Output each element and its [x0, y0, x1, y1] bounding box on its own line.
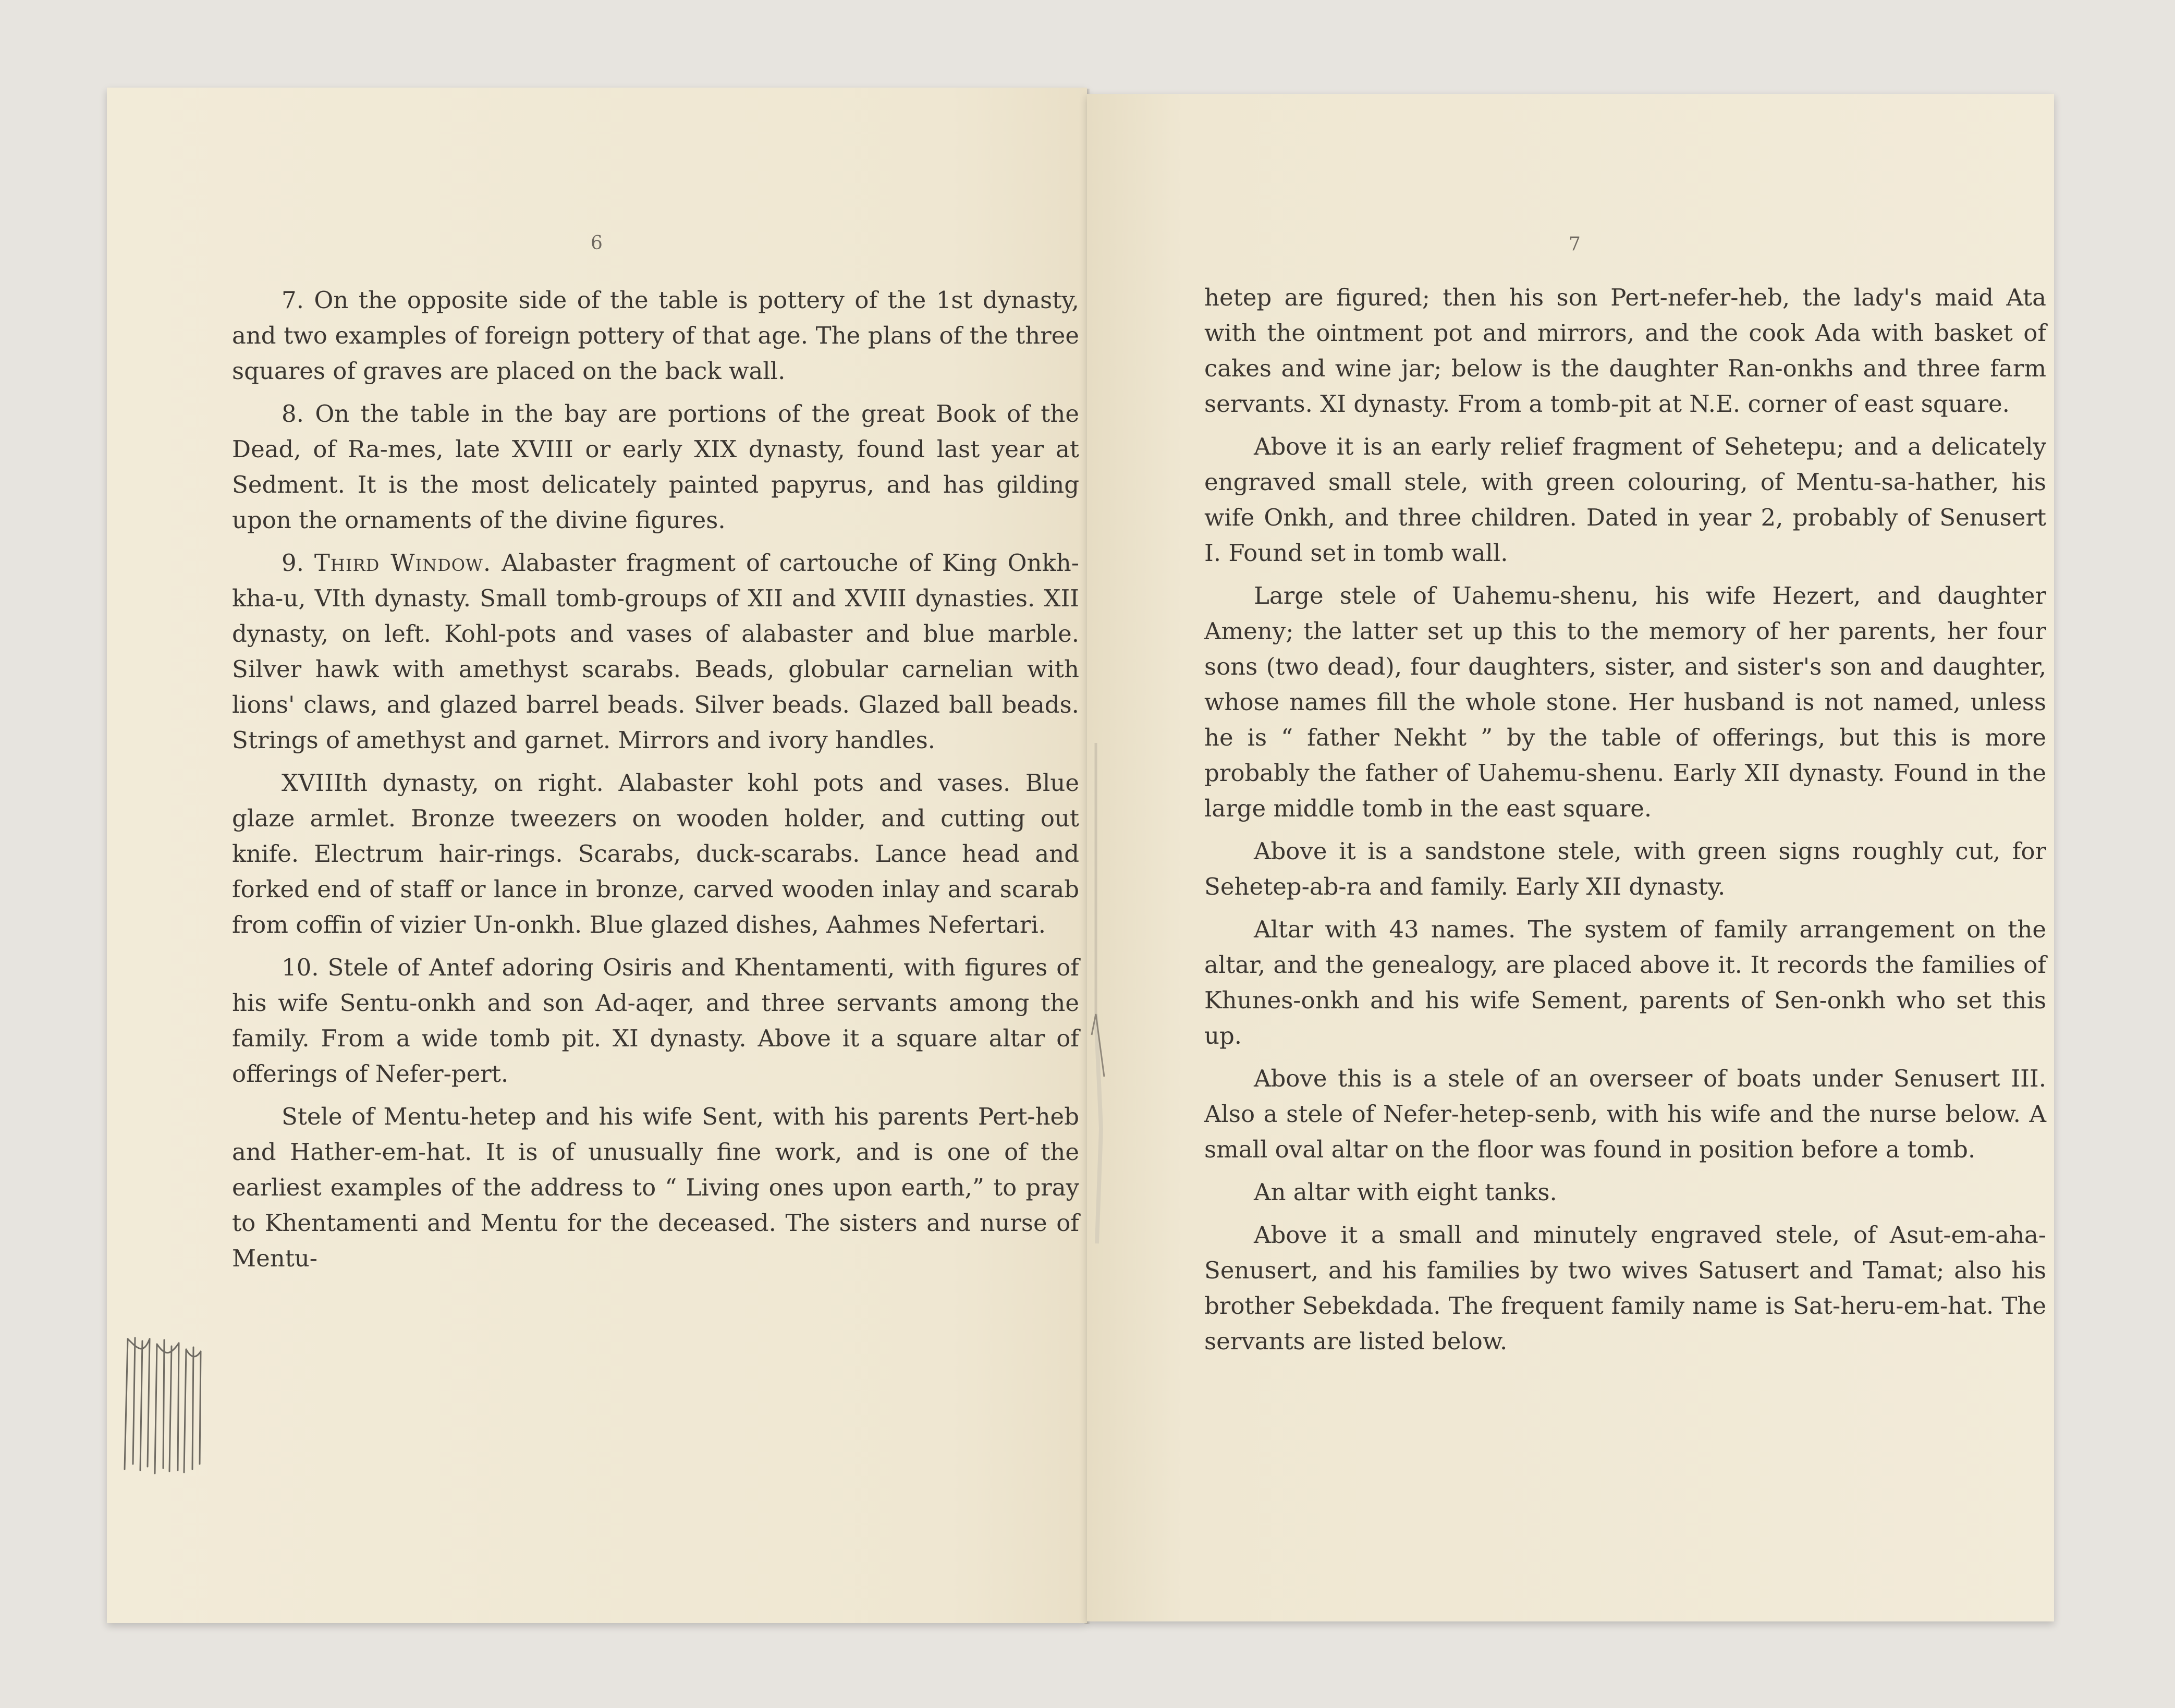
left-page-text: [232, 283, 1079, 1284]
pencil-marks: [117, 1334, 214, 1474]
paragraph: Above it a small and minutely engraved stele, of Asut-em-aha-Senusert, and his families by two wives Satusert and Tamat; also his brother Sebekdada. The frequent family name is Sat-heru-em-hat. The servants are listed below.: [1204, 1221, 2046, 1355]
paragraph: Altar with 43 names. The system of family arrangement on the altar, and the genealogy, are placed above it. It records the families of Khunes-onkh and his wife Sement, parents of Sen-onkh who set this up.: [1204, 916, 2046, 1050]
paragraph: [232, 545, 1079, 758]
paragraph: Above it is an early relief fragment of Sehetepu; and a delicately engraved small stele, with green colouring, of Mentu-sa-hather, his wife Onkh, and three children. Dated in year 2, probably of Senusert I. Found set in tomb wall.: [1204, 433, 2046, 567]
paragraph: hetep are figured; then his son Pert-nefer-heb, the lady's maid Ata with the ointment pot and mirrors, and the cook Ada with basket of cakes and wine jar; below is the daughter Ran-onkhs and three farm servants. XI dynasty. From a tomb-pit at N.E. corner of east square.: [1204, 284, 2046, 418]
right-page-number: 7: [1569, 234, 1581, 255]
paragraph: Above this is a stele of an overseer of boats under Senusert III. Also a stele of Nefer-hetep-senb, with his wife and the nurse below. A small oval altar on the floor was found in position before a tomb.: [1204, 1065, 2046, 1163]
paragraph: Large stele of Uahemu-shenu, his wife Hezert, and daughter Ameny; the latter set up this to the memory of her parents, her four sons (two dead), four daughters, sister, and sister's son and daughter, whose names fill the whole stone. Her husband is not named, unless he is “ father Nekht ” by the table of offerings, but this is more probably the father of Uahemu-shenu. Early XII dynasty. Found in the large middle tomb in the east square.: [1204, 582, 2046, 822]
left-page: [107, 88, 1087, 1623]
paragraph: 7. On the opposite side of the table is pottery of the 1st dynasty, and two examples of foreign pottery of that age. The plans of the three squares of graves are placed on the back wall.: [232, 286, 1079, 385]
paragraph: An altar with eight tanks.: [1254, 1178, 1557, 1206]
paragraph-body: Alabaster fragment of cartouche of King Onkh-kha-u, VIth dynasty. Small tomb-groups of XII and XVIII dynasties. XII dynasty, on left. Kohl-pots and vases of alabaster and blue marble. Silver hawk with amethyst scarabs. Beads, globular carnelian with lions' claws, and glazed barrel beads. Silver beads. Glazed ball beads. Strings of amethyst and garnet. Mirrors and ivory handles.: [232, 549, 1079, 754]
right-page: [1087, 94, 2054, 1621]
binding-thread: [1090, 743, 1110, 1249]
paragraph: Stele of Mentu-hetep and his wife Sent, with his parents Pert-heb and Hather-em-hat. It is of unusually fine work, and is one of the earliest examples of the address to “ Living ones upon earth,” to pray to Khentamenti and Mentu for the deceased. The sisters and nurse of Mentu-: [232, 1103, 1079, 1272]
paragraph: XVIIIth dynasty, on right. Alabaster kohl pots and vases. Blue glaze armlet. Bronze tweezers on wooden holder, and cutting out knife. Electrum hair-rings. Scarabs, duck-scarabs. Lance head and forked end of staff or lance in bronze, carved wooden inlay and scarab from coffin of vizier Un-onkh. Blue glazed dishes, Aahmes Nefertari.: [232, 769, 1079, 938]
left-page-number: 6: [591, 233, 603, 254]
paragraph: Above it is a sandstone stele, with green signs roughly cut, for Sehetep-ab-ra and family. Early XII dynasty.: [1204, 837, 2046, 900]
section-heading: Third Window.: [314, 549, 492, 577]
paragraph: 10. Stele of Antef adoring Osiris and Khentamenti, with figures of his wife Sentu-onkh and son Ad-aqer, and three servants among the family. From a wide tomb pit. XI dynasty. Above it a square altar of offerings of Nefer-pert.: [232, 954, 1079, 1088]
paragraph: 8. On the table in the bay are portions of the great Book of the Dead, of Ra-mes, late XVIII or early XIX dynasty, found last year at Sedment. It is the most delicately painted papyrus, and has gilding upon the ornaments of the divine figures.: [232, 400, 1079, 534]
paragraph-number: 9.: [282, 549, 304, 577]
right-page-text: [1204, 280, 2046, 1367]
